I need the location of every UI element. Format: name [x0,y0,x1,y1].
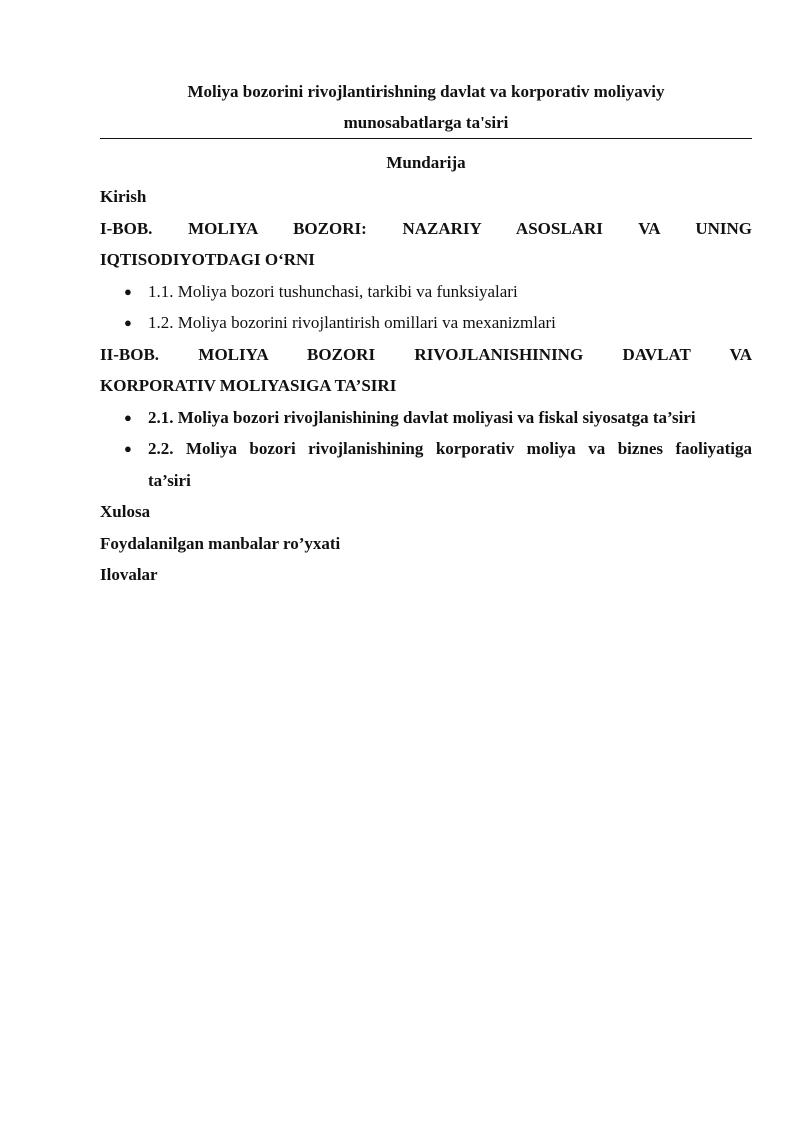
bullet-icon: ● [124,315,132,330]
toc-section-1-2-label: 1.2. Moliya bozorini rivojlantirish omillari va mexanizmlari [148,313,556,332]
toc-chapter-2-line1: II-BOB. MOLIYA BOZORI RIVOJLANISHINING DAVLAT VA [100,344,752,364]
toc-section-2-1 [100,402,752,434]
toc-heading: Mundarija [386,153,466,172]
toc-entry-conclusion: Xulosa [100,502,151,521]
toc-chapter-2 [100,339,752,402]
toc-chapter-1 [100,213,752,276]
bullet-icon: ● [124,409,132,425]
document-title-line2: munosabatlarga ta'siri [343,113,509,132]
toc-entry-intro: Kirish [100,187,147,206]
toc-section-2-1-label: 2.1. Moliya bozori rivojlanishining davlat moliyasi va fiskal siyosatga ta’siri [148,407,696,427]
toc-section-1-1 [100,276,752,308]
title-divider [100,138,752,139]
toc-section-1-2 [100,307,752,339]
bullet-icon: ● [124,441,132,456]
toc-section-2-2-label-line2: ta’siri [148,470,191,490]
toc-section-2-2-label-line1: 2.2. Moliya bozori rivojlanishining korporativ moliya va biznes faoliyatiga [148,439,752,458]
toc-section-1-1-label: 1.1. Moliya bozori tushunchasi, tarkibi va funksiyalari [148,281,518,301]
toc-chapter-1-line2: IQTISODIYOTDAGI O‘RNI [100,250,315,269]
document-title-line1: Moliya bozorini rivojlantirishning davlat va korporativ moliyaviy [187,82,665,101]
document-title [100,76,752,138]
table-of-contents [100,181,752,591]
toc-chapter-1-line1: I-BOB. MOLIYA BOZORI: NAZARIY ASOSLARI VA UNING [100,218,752,238]
toc-entry-appendices: Ilovalar [100,565,158,584]
bullet-icon: ● [124,283,132,299]
toc-entry-references: Foydalanilgan manbalar ro’yxati [100,533,341,553]
toc-chapter-2-line2: KORPORATIV MOLIYASIGA TA’SIRI [100,376,397,395]
toc-section-2-2 [100,433,752,496]
